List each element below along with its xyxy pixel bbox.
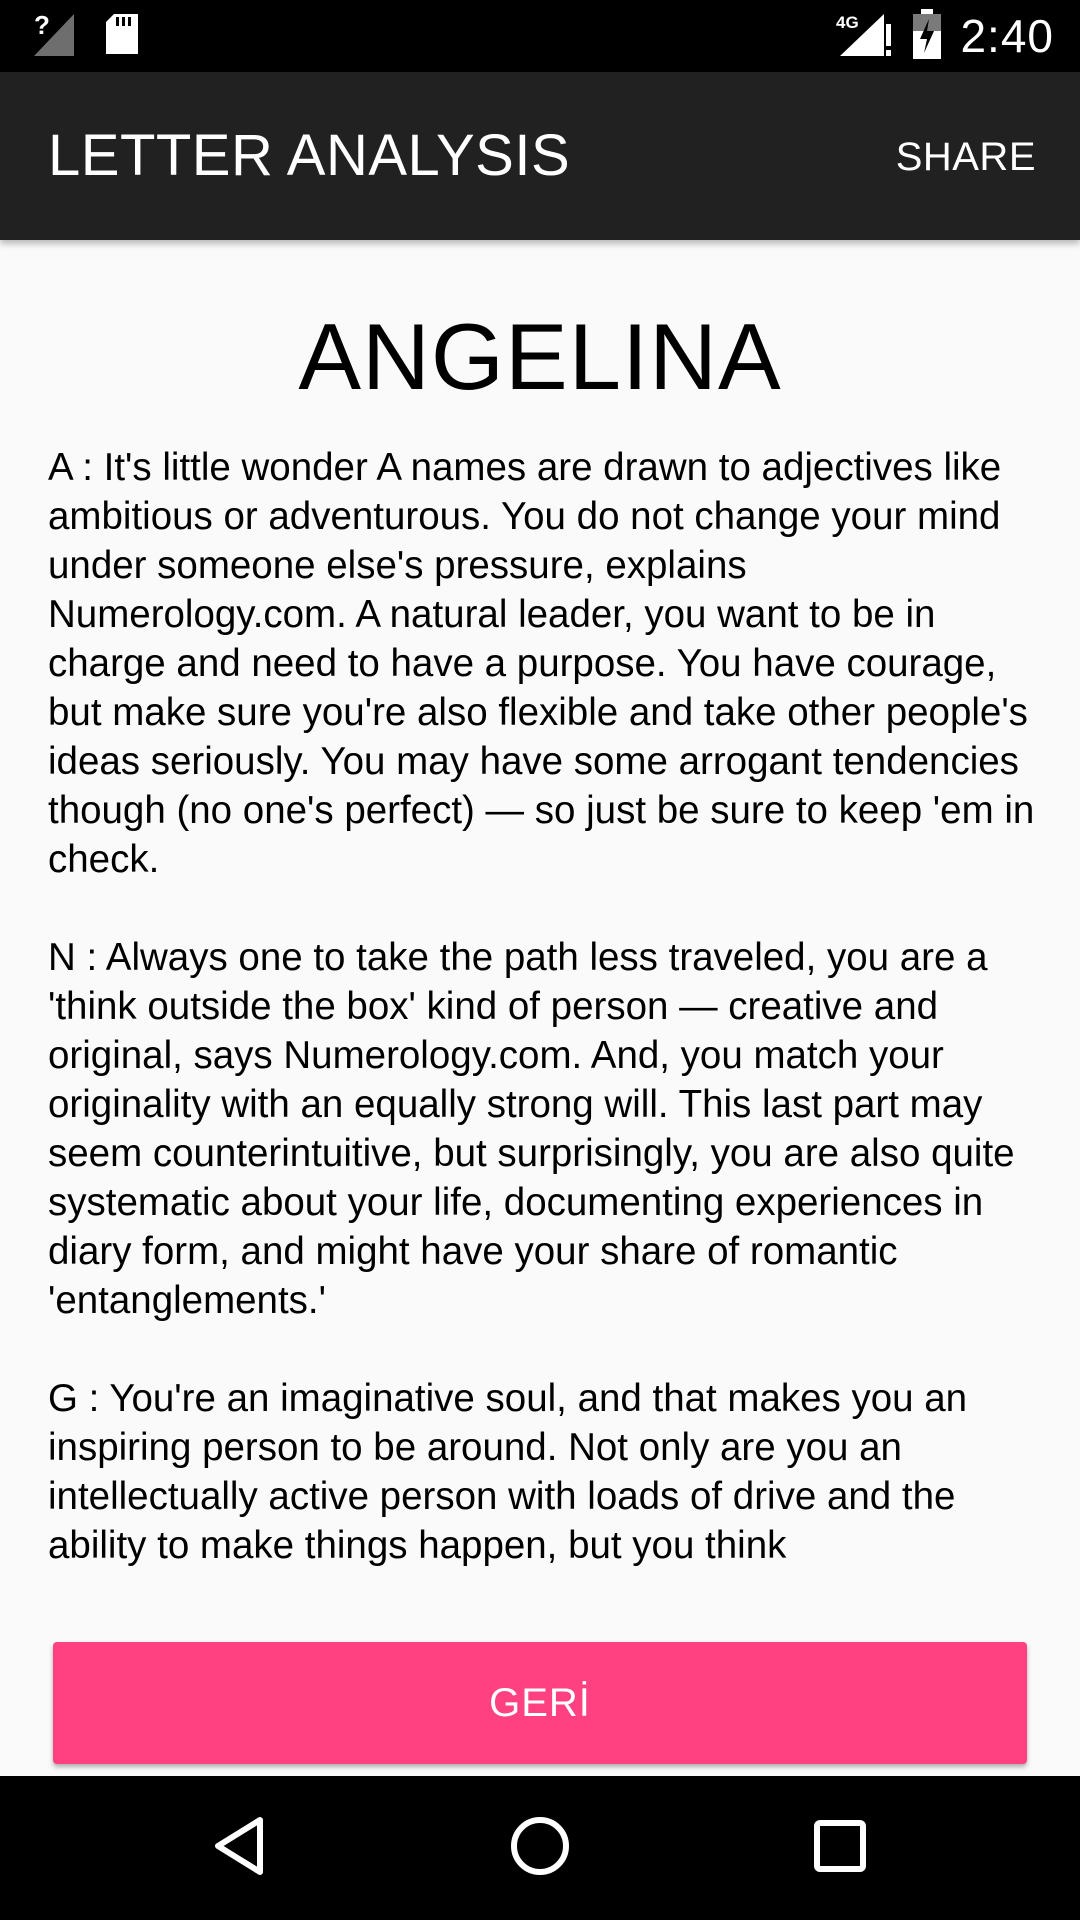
letter-paragraph-a: A : It's little wonder A names are drawn to adjectives like ambitious or adventurous. You do not change your mind under someone else's pressure, explains Numerology.com. A natural leader, you want to be in charge and need to have a purpose. You have courage, but make sure you're also flexible and take other people's ideas seriously. You may have some arrogant tendencies though (no one's perfect) — so just be sure to keep 'em in check. [48,446,1035,881]
navigation-bar [0,1776,1080,1920]
letter-paragraph-g: G : You're an imaginative soul, and that makes you an inspiring person to be around. Not only are you an intellectually active person with loads of drive and the ability to make things happen, but you think [48,1377,968,1567]
svg-text:4G: 4G [836,12,860,32]
analysis-text [48,443,1048,1586]
sd-card-icon [104,12,140,61]
name-heading: ANGELINA [298,304,782,409]
status-bar [0,0,1080,72]
letter-paragraph-n: N : Always one to take the path less traveled, you are a 'think outside the box' kind of person — creative and original, says Numerology.com. And, you match your originality with an equally strong will. This last part may seem counterintuitive, but surprisingly, you are also quite systematic about your life, documenting experiences in diary form, and might have your share of romantic 'entanglements.' [48,936,1015,1322]
status-left-icons [34,10,140,62]
home-circle-icon [508,1814,572,1883]
nav-home-button[interactable] [500,1808,580,1888]
nav-back-button[interactable] [200,1808,280,1888]
analysis-scroll-view[interactable] [0,240,1080,1586]
svg-text:?: ? [34,11,50,40]
page-title: LETTER ANALYSIS [48,123,571,188]
nav-recents-button[interactable] [800,1808,880,1888]
battery-charging-icon [912,9,942,64]
recents-square-icon [810,1816,870,1881]
share-button[interactable]: SHARE [895,135,1036,179]
status-time: 2:40 [960,10,1054,62]
wifi-unknown-icon [34,12,74,61]
back-triangle-icon [210,1814,270,1883]
back-button[interactable]: GERİ [53,1642,1027,1764]
app-bar [0,72,1080,240]
signal-4g-icon [836,10,894,63]
status-right-icons [836,8,1054,64]
